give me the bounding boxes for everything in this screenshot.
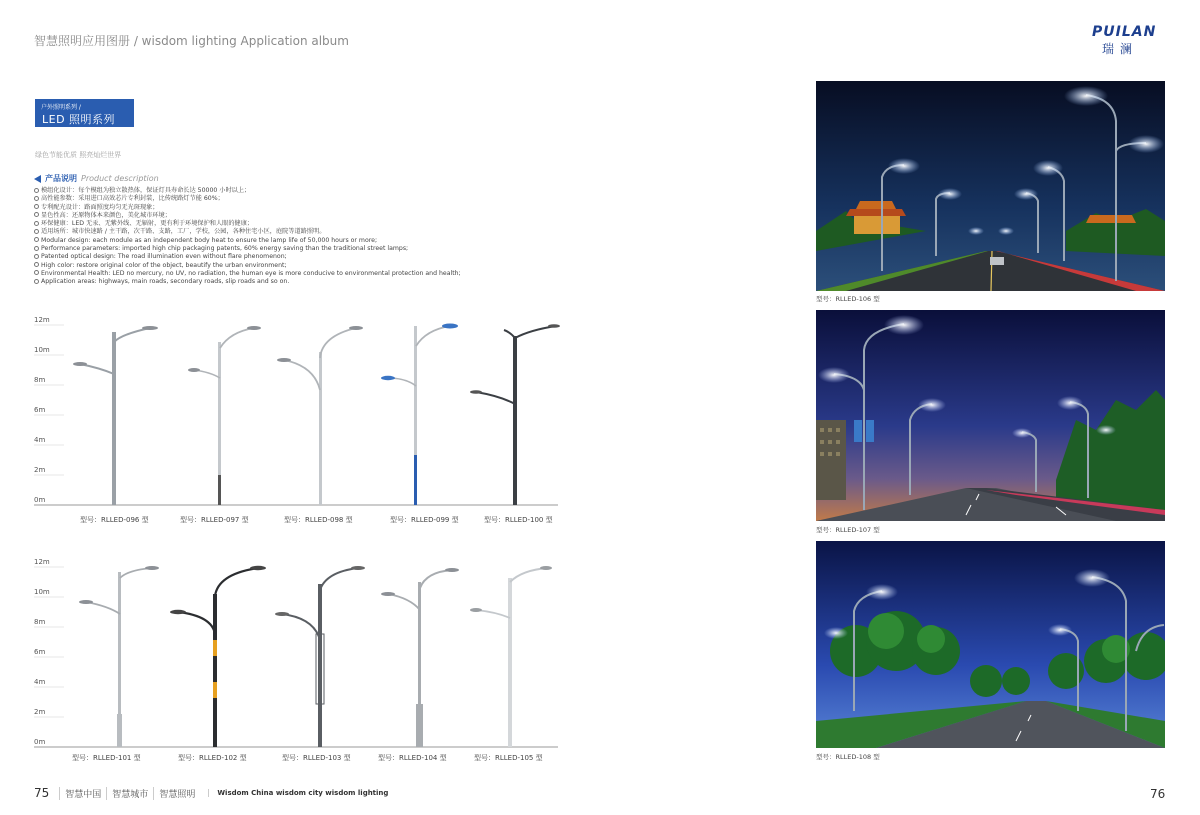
- pole-rlled-104: [381, 568, 459, 747]
- photo-caption: 型号：RLLED-106 型: [816, 295, 880, 303]
- section-title-cn: 产品说明: [45, 174, 77, 183]
- footer-english: Wisdom China wisdom city wisdom lighting: [208, 789, 388, 797]
- model-label: 型号：RLLED-100 型: [484, 516, 553, 524]
- model-label: 型号：RLLED-098 型: [284, 516, 353, 524]
- pole-rlled-103: [275, 566, 365, 747]
- logo-text-cn: 瑞澜: [1102, 42, 1139, 56]
- description-line: 高性能参数：采用进口高效芯片专利封装，比传统路灯节能 60%；: [34, 195, 574, 203]
- description-line: Application areas: highways, main roads, secondary roads, slip roads and so on.: [34, 278, 574, 286]
- brand-logo: [1092, 24, 1172, 58]
- page-number-right: 76: [1150, 787, 1166, 801]
- scale-label: 10m: [34, 346, 50, 354]
- pole-diagram-row2: [30, 554, 570, 769]
- series-subtitle: 户外照明系列 /: [41, 104, 81, 111]
- scale-label: 10m: [34, 588, 50, 596]
- description-line: Modular design: each module as an independent body heat to ensure the lamp life of 50,000 hours or more;: [34, 237, 574, 245]
- pole-rlled-098: [277, 326, 363, 505]
- page-number-left: 75: [34, 786, 50, 800]
- scale-label: 0m: [34, 496, 46, 504]
- footer-city: 智慧照明: [153, 787, 200, 800]
- model-label: 型号：RLLED-101 型: [72, 754, 141, 762]
- model-label: 型号：RLLED-099 型: [390, 516, 459, 524]
- scale-label: 8m: [34, 376, 46, 384]
- model-label: 型号：RLLED-103 型: [282, 754, 351, 762]
- pole-rlled-102: [170, 566, 266, 747]
- album-title: 智慧照明应用图册 / wisdom lighting Application album: [34, 34, 349, 48]
- scale-label: 6m: [34, 648, 46, 656]
- description-line: Performance parameters: imported high chip packaging patents, 60% energy saving than the traditional street lamps;: [34, 245, 574, 253]
- footer-left: [34, 786, 388, 800]
- logo-text-en: PUILAN: [1092, 24, 1157, 40]
- model-label: 型号：RLLED-096 型: [80, 516, 149, 524]
- photo-rlled-107: [816, 310, 1165, 521]
- section-heading: [34, 173, 159, 184]
- pole-rlled-096: [73, 326, 158, 505]
- scale-label: 0m: [34, 738, 46, 746]
- description-line: 适用场所：城市快速路 / 主干路，次干路、支路，工厂，学校，公园，各种住宅小区，庭院等道路照明。: [34, 228, 574, 236]
- scale-label: 6m: [34, 406, 46, 414]
- pole-rlled-101: [79, 566, 159, 747]
- photo-rlled-108: [816, 541, 1165, 748]
- description-line: 专利配光设计：路面照度均匀无光斑现象；: [34, 204, 574, 212]
- description-list: [34, 187, 574, 287]
- pole-rlled-105: [470, 566, 552, 747]
- series-title: LED 照明系列: [42, 113, 116, 126]
- pole-diagram-row1: [30, 312, 570, 532]
- photo-caption: 型号：RLLED-108 型: [816, 753, 880, 761]
- description-line: Environmental Health: LED no mercury, no UV, no radiation, the human eye is more conducive to environmental protection and health;: [34, 270, 574, 278]
- description-line: 模组化设计：每个模组为独立散热体，保证灯具寿命长达 50000 小时以上；: [34, 187, 574, 195]
- pole-rlled-097: [188, 326, 261, 505]
- scale-label: 4m: [34, 436, 46, 444]
- model-label: 型号：RLLED-102 型: [178, 754, 247, 762]
- scale-label: 2m: [34, 708, 46, 716]
- scale-label: 8m: [34, 618, 46, 626]
- scale-label: 4m: [34, 678, 46, 686]
- scale-label: 12m: [34, 316, 50, 324]
- footer-city: 智慧城市: [106, 787, 153, 800]
- section-title-en: Product description: [81, 174, 159, 183]
- section-marker-icon: [34, 175, 41, 183]
- description-line: Patented optical design: The road illumination even without flare phenomenon;: [34, 253, 574, 261]
- description-line: 显色性高：还原物体本来颜色，美化城市环境；: [34, 212, 574, 220]
- slogan: 绿色节能优质 照亮灿烂世界: [35, 151, 122, 159]
- model-label: 型号：RLLED-104 型: [378, 754, 447, 762]
- scale-label: 12m: [34, 558, 50, 566]
- footer-city: 智慧中国: [59, 787, 106, 800]
- description-line: High color: restore original color of the object, beautify the urban environment;: [34, 262, 574, 270]
- scale-label: 2m: [34, 466, 46, 474]
- model-label: 型号：RLLED-097 型: [180, 516, 249, 524]
- series-badge: [35, 99, 134, 127]
- photo-caption: 型号：RLLED-107 型: [816, 526, 880, 534]
- model-label: 型号：RLLED-105 型: [474, 754, 543, 762]
- pole-rlled-099: [381, 324, 458, 506]
- pole-rlled-100: [470, 324, 560, 505]
- description-line: 环保健康：LED 无汞、无紫外线、无辐射，更有利于环境保护和人眼的健康；: [34, 220, 574, 228]
- photo-rlled-106: [816, 81, 1165, 291]
